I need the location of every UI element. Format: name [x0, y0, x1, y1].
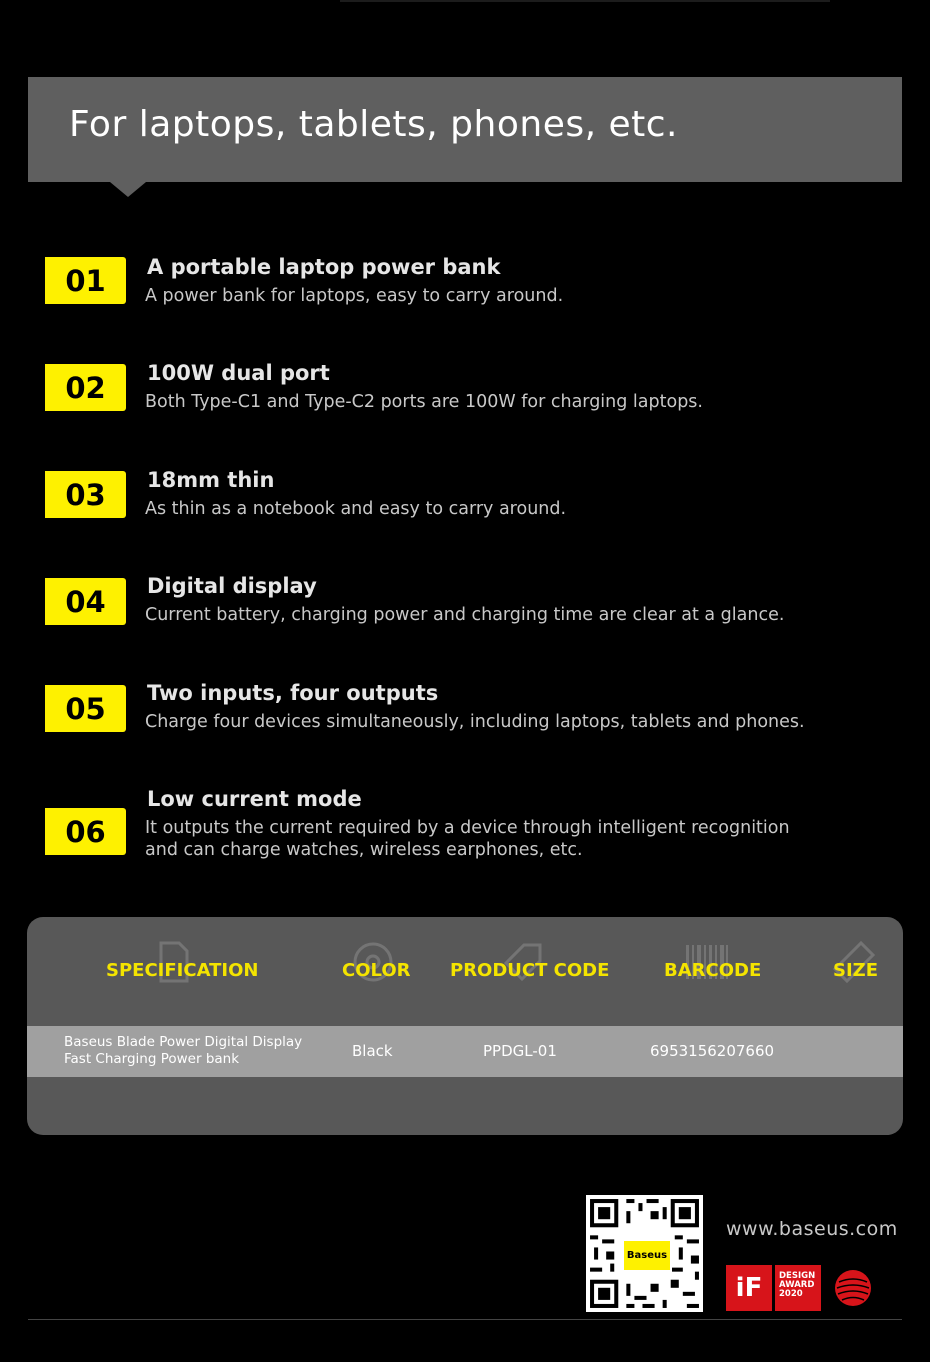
- feature-number-badge: 01: [45, 257, 126, 304]
- red-dot-award-icon: [833, 1268, 873, 1308]
- spec-name-line: Fast Charging Power bank: [64, 1051, 240, 1067]
- design-award-text: 2020: [779, 1289, 803, 1299]
- qr-brand-logo: Baseus: [622, 1239, 672, 1272]
- feature-title: A portable laptop power bank: [147, 255, 501, 279]
- specification-panel: [27, 917, 903, 1135]
- feature-number-badge: 03: [45, 471, 126, 518]
- spec-name-cell: [64, 1034, 324, 1068]
- design-award-text: AWARD: [779, 1280, 815, 1290]
- design-award-text: DESIGN: [779, 1271, 816, 1281]
- feature-number-badge: 05: [45, 685, 126, 732]
- table-row: [27, 1026, 903, 1077]
- page-title: For laptops, tablets, phones, etc.: [69, 104, 678, 145]
- feature-description: A power bank for laptops, easy to carry around.: [145, 286, 564, 306]
- column-header-size: SIZE: [833, 960, 879, 981]
- feature-description-line: and can charge watches, wireless earphones, etc.: [145, 840, 583, 860]
- barcode-cell: 6953156207660: [650, 1042, 775, 1060]
- product-code-cell: PPDGL-01: [483, 1042, 557, 1060]
- top-divider: [340, 0, 830, 2]
- qr-code: [586, 1195, 703, 1312]
- feature-title: Digital display: [147, 574, 317, 598]
- banner-pointer: [110, 182, 146, 197]
- feature-description-line: It outputs the current required by a device through intelligent recognition: [145, 818, 790, 838]
- header-banner: [28, 77, 902, 182]
- feature-description: Current battery, charging power and charging time are clear at a glance.: [145, 605, 785, 625]
- feature-title: Two inputs, four outputs: [147, 681, 439, 705]
- feature-number-badge: 02: [45, 364, 126, 411]
- bottom-divider: [28, 1319, 902, 1320]
- website-link[interactable]: www.baseus.com: [726, 1218, 898, 1240]
- if-award-logo: iF: [726, 1265, 772, 1311]
- design-award-badge: [775, 1265, 821, 1311]
- feature-title: 100W dual port: [147, 361, 330, 385]
- feature-number-badge: 04: [45, 578, 126, 625]
- feature-description: Charge four devices simultaneously, including laptops, tablets and phones.: [145, 712, 805, 732]
- feature-description: Both Type-C1 and Type-C2 ports are 100W for charging laptops.: [145, 392, 703, 412]
- feature-description: [145, 817, 845, 861]
- feature-description: As thin as a notebook and easy to carry around.: [145, 499, 567, 519]
- column-header-specification: SPECIFICATION: [106, 960, 259, 981]
- column-header-barcode: BARCODE: [664, 960, 762, 981]
- feature-title: Low current mode: [147, 787, 362, 811]
- color-cell: Black: [352, 1042, 393, 1060]
- spec-name-line: Baseus Blade Power Digital Display: [64, 1034, 303, 1050]
- column-header-color: COLOR: [342, 960, 411, 981]
- feature-title: 18mm thin: [147, 468, 275, 492]
- column-header-product-code: PRODUCT CODE: [450, 960, 610, 981]
- feature-number-badge: 06: [45, 808, 126, 855]
